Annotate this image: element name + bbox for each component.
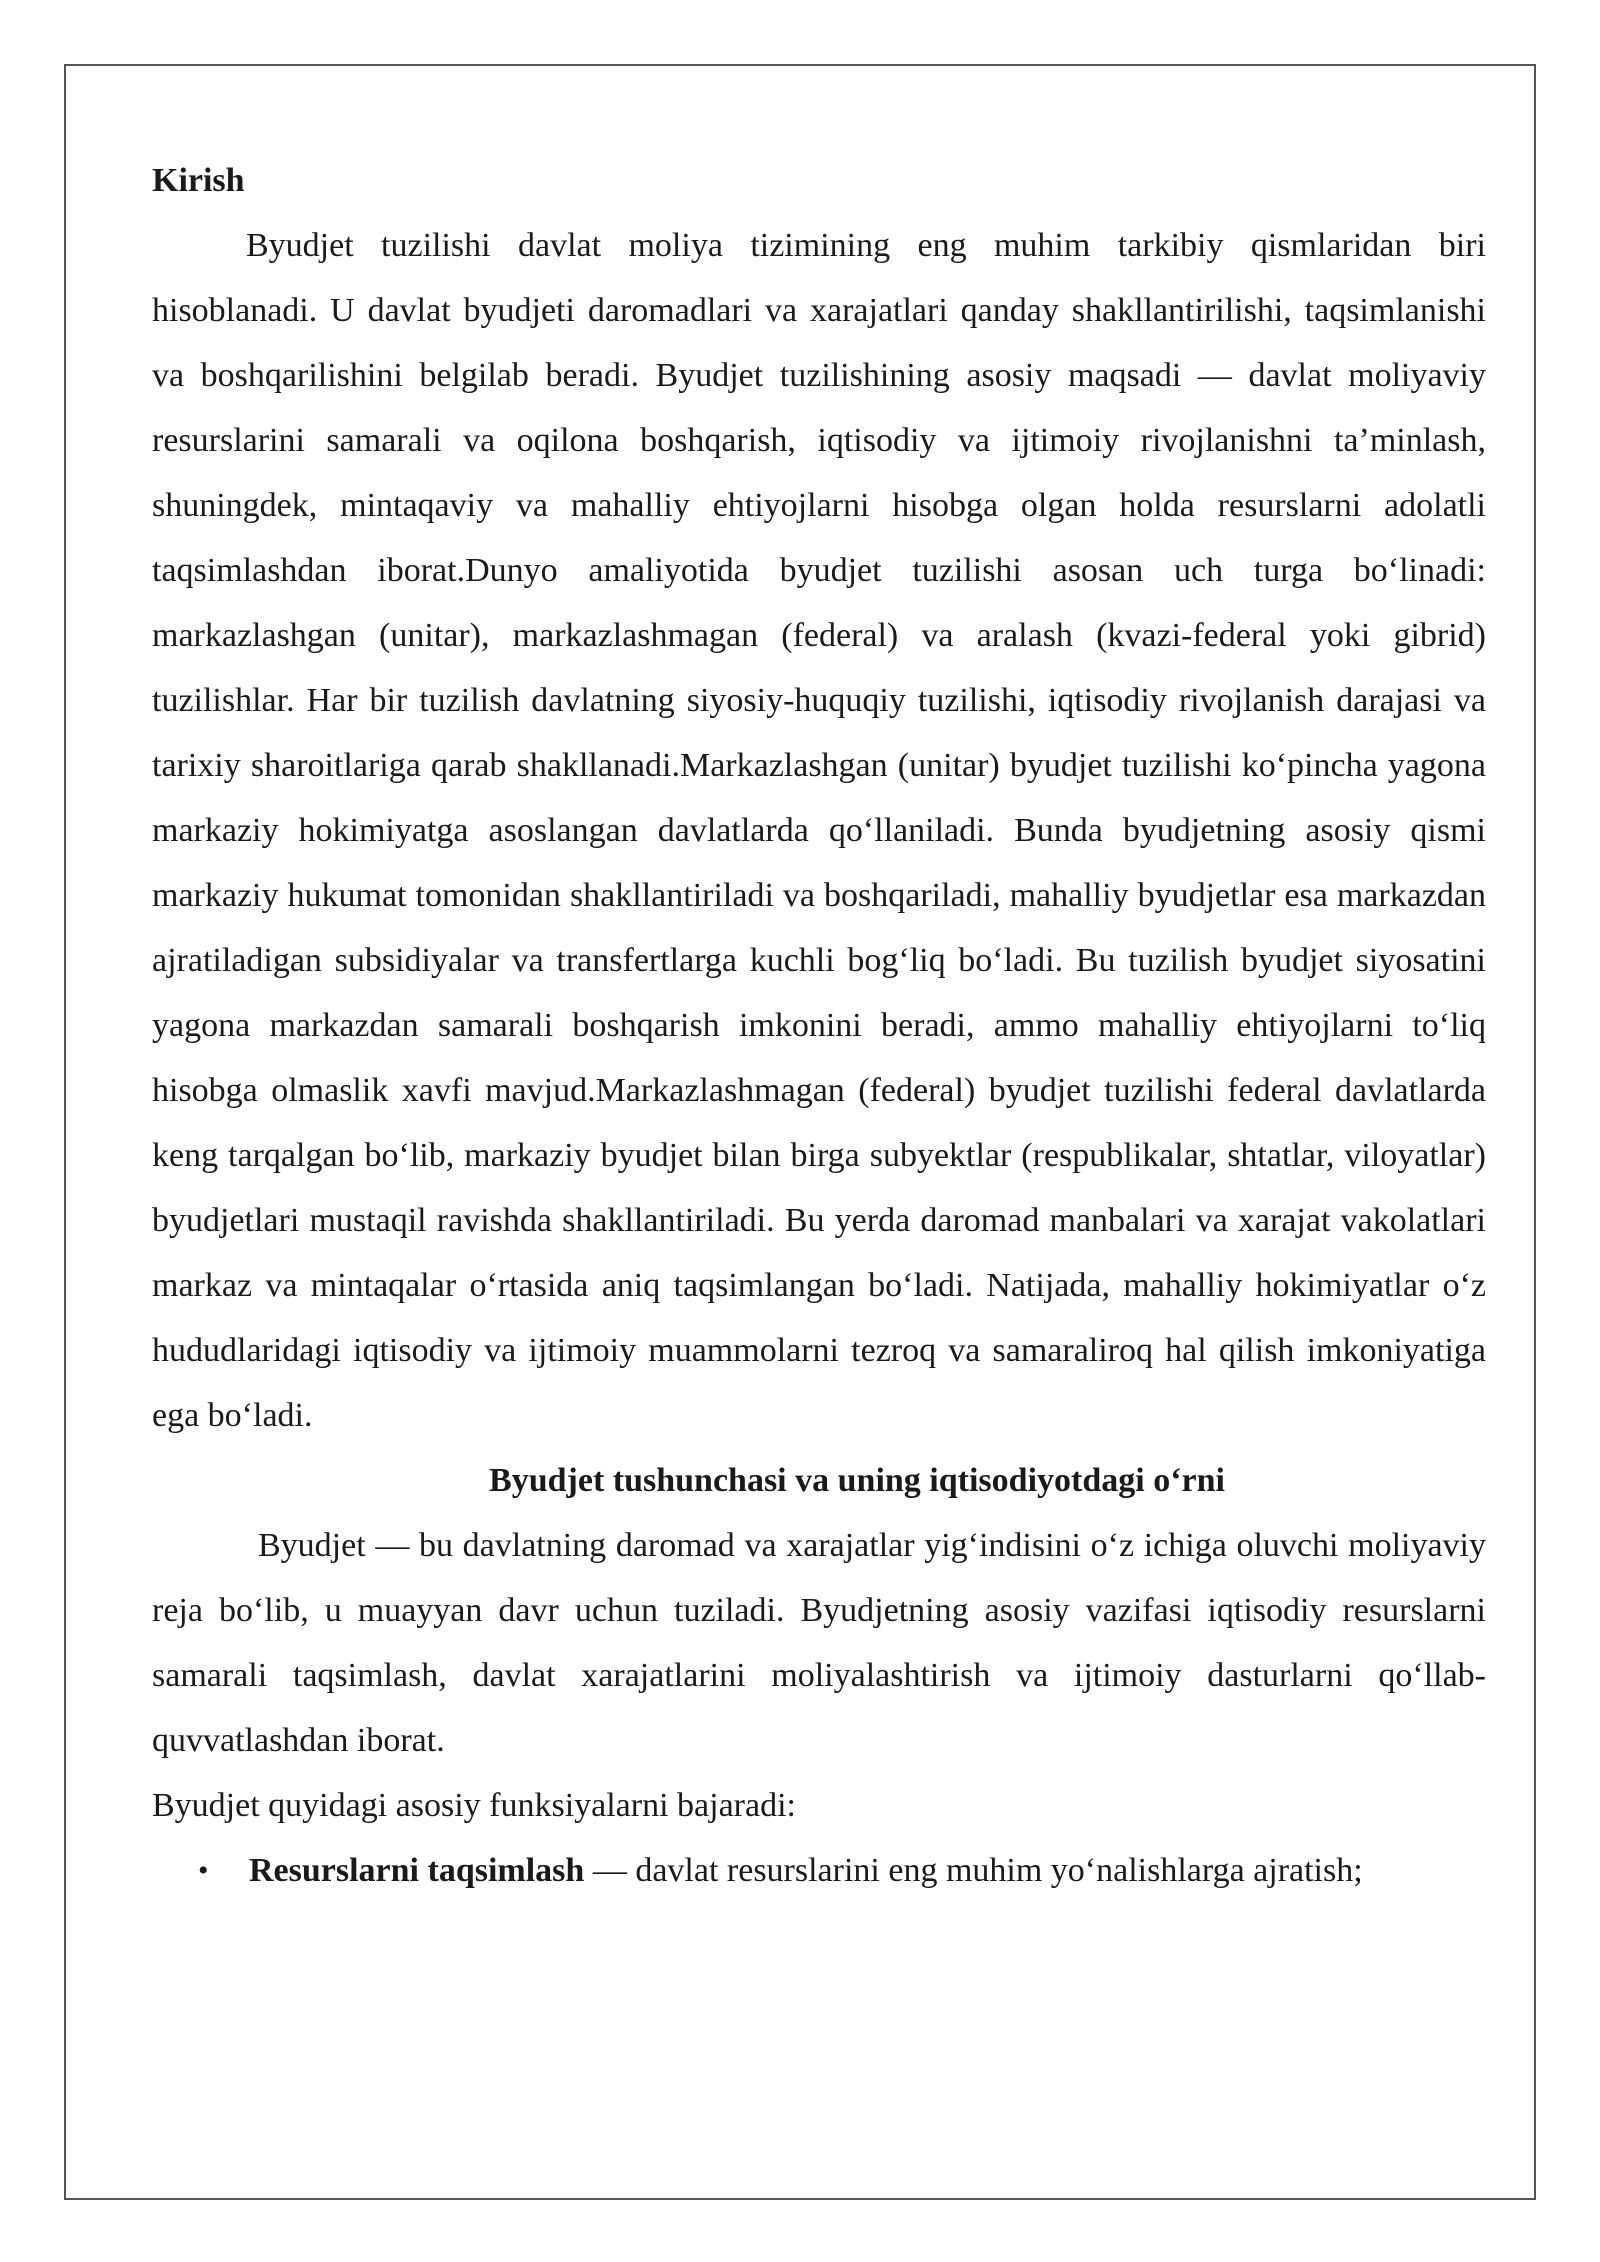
bullet-icon: •: [198, 1854, 209, 1887]
functions-list: [152, 1838, 1486, 1903]
intro-heading: Kirish: [152, 162, 245, 199]
document-body: [152, 148, 1486, 1903]
section-paragraph: Byudjet — bu davlatning daromad va xarajatlar yigʻindisini oʻz ichiga oluvchi moliyaviy reja boʻlib, u muayyan davr uchun tuziladi. Byudjetning asosiy vazifasi iqtisodiy resurslarni samarali taqsimlash, davlat xarajatlarini moliyalashtirish va ijtimoiy dasturlarni qoʻllab-quvvatlashdan iborat.: [152, 1527, 1486, 1759]
list-item: [152, 1838, 1486, 1903]
section-heading: Byudjet tushunchasi va uning iqtisodiyotdagi oʻrni: [489, 1462, 1225, 1499]
function-term: Resurslarni taqsimlash: [249, 1852, 585, 1889]
functions-intro: Byudjet quyidagi asosiy funksiyalarni bajaradi:: [152, 1787, 796, 1824]
intro-paragraph: Byudjet tuzilishi davlat moliya tizimining eng muhim tarkibiy qismlaridan biri hisoblanadi. U davlat byudjeti daromadlari va xarajatlari qanday shakllantirilishi, taqsimlanishi va boshqarilishini belgilab beradi. Byudjet tuzilishining asosiy maqsadi — davlat moliyaviy resurslarini samarali va oqilona boshqarish, iqtisodiy va ijtimoiy rivojlanishni ta’minlash, shuningdek, mintaqaviy va mahalliy ehtiyojlarni hisobga olgan holda resurslarni adolatli taqsimlashdan iborat.Dunyo amaliyotida byudjet tuzilishi asosan uch turga boʻlinadi: markazlashgan (unitar), markazlashmagan (federal) va aralash (kvazi-federal yoki gibrid) tuzilishlar. Har bir tuzilish davlatning siyosiy-huquqiy tuzilishi, iqtisodiy rivojlanish darajasi va tarixiy sharoitlariga qarab shakllanadi.Markazlashgan (unitar) byudjet tuzilishi koʻpincha yagona markaziy hokimiyatga asoslangan davlatlarda qoʻllaniladi. Bunda byudjetning asosiy qismi markaziy hukumat tomonidan shakllantiriladi va boshqariladi, mahalliy byudjetlar esa markazdan ajratiladigan subsidiyalar va transfertlarga kuchli bogʻliq boʻladi. Bu tuzilish byudjet siyosatini yagona markazdan samarali boshqarish imkonini beradi, ammo mahalliy ehtiyojlarni toʻliq hisobga olmaslik xavfi mavjud.Markazlashmagan (federal) byudjet tuzilishi federal davlatlarda keng tarqalgan boʻlib, markaziy byudjet bilan birga subyektlar (respublikalar, shtatlar, viloyatlar) byudjetlari mustaqil ravishda shakllantiriladi. Bu yerda daromad manbalari va xarajat vakolatlari markaz va mintaqalar oʻrtasida aniq taqsimlangan boʻladi. Natijada, mahalliy hokimiyatlar oʻz hududlaridagi iqtisodiy va ijtimoiy muammolarni tezroq va samaraliroq hal qilish imkoniyatiga ega boʻladi.: [152, 227, 1486, 1434]
function-description: — davlat resurslarini eng muhim yoʻnalishlarga ajratish;: [584, 1852, 1363, 1889]
